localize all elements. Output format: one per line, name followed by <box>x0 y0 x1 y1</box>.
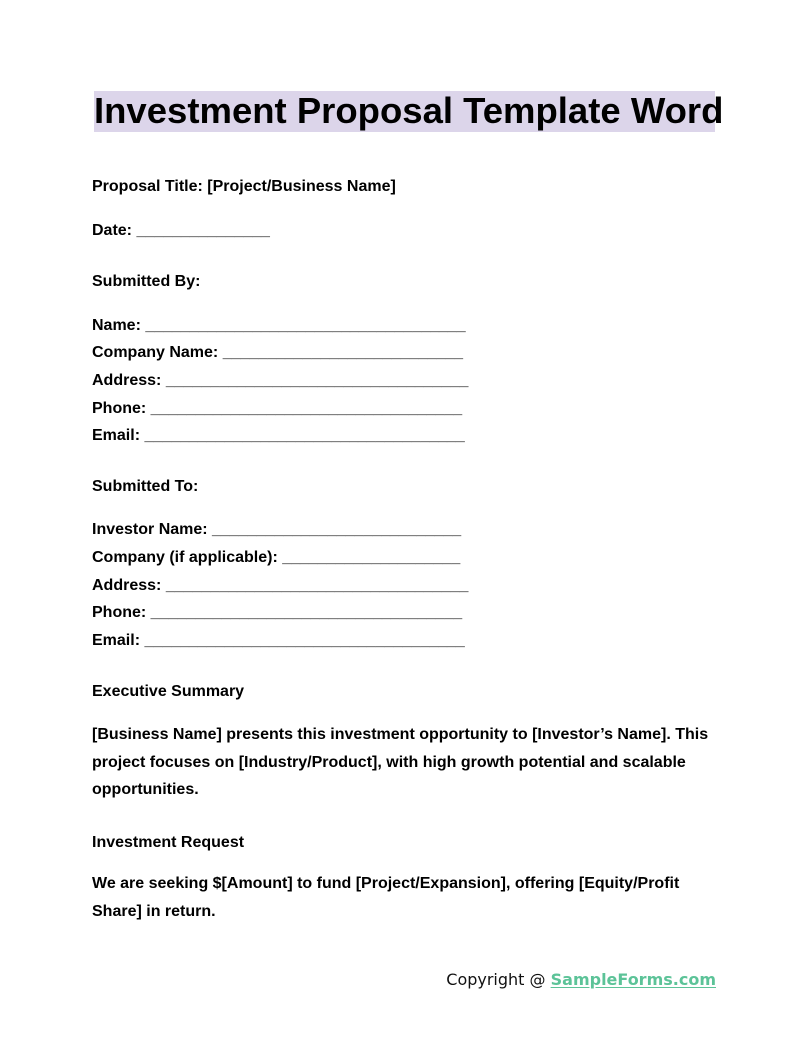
field-blank[interactable]: ___________________________________ <box>150 604 463 621</box>
submitted-to-email-field <box>92 631 465 651</box>
copyright-footer <box>446 969 716 991</box>
investment-request-heading: Investment Request <box>92 834 245 851</box>
page-title: Investment Proposal Template Word <box>94 90 724 131</box>
sampleforms-link[interactable]: SampleForms.com <box>550 970 716 989</box>
field-label: Investor Name: <box>92 521 208 538</box>
submitted-by-address-field <box>92 371 468 391</box>
field-blank[interactable]: __________________________________ <box>165 372 469 389</box>
field-label: Address: <box>92 577 162 594</box>
submitted-by-phone-field <box>92 399 462 419</box>
field-blank[interactable]: ____________________ <box>282 549 461 566</box>
submitted-to-company-field <box>92 548 460 568</box>
field-label: Phone: <box>92 400 147 417</box>
submitted-by-name-field <box>92 316 466 336</box>
field-blank[interactable]: ____________________________________ <box>144 632 465 649</box>
date-label: Date: <box>92 222 133 239</box>
field-blank[interactable]: ____________________________________ <box>144 427 465 444</box>
submitted-to-investor-field <box>92 520 461 540</box>
copyright-prefix: Copyright @ <box>446 970 551 989</box>
field-blank[interactable]: ___________________________ <box>222 344 463 361</box>
submitted-by-email-field <box>92 426 465 446</box>
submitted-to-heading: Submitted To: <box>92 478 199 495</box>
field-blank[interactable]: ____________________________________ <box>145 317 466 334</box>
field-label: Email: <box>92 632 141 649</box>
field-label: Address: <box>92 372 162 389</box>
field-blank[interactable]: __________________________________ <box>165 577 469 594</box>
field-label: Email: <box>92 427 141 444</box>
date-field <box>92 221 270 241</box>
field-label: Phone: <box>92 604 147 621</box>
investment-request-body: We are seeking $[Amount] to fund [Project/Expansion], offering [Equity/Profit Share] in return. <box>92 875 680 920</box>
executive-summary-heading: Executive Summary <box>92 683 245 700</box>
date-blank[interactable]: _______________ <box>136 222 270 239</box>
submitted-to-address-field <box>92 576 468 596</box>
field-label: Company (if applicable): <box>92 549 278 566</box>
field-label: Name: <box>92 317 141 334</box>
executive-summary-body: [Business Name] presents this investment opportunity to [Investor’s Name]. This project focuses on [Industry/Product], with high growth potential and scalable opportunities. <box>92 726 709 798</box>
field-blank[interactable]: ____________________________ <box>212 521 462 538</box>
proposal-title-line: Proposal Title: [Project/Business Name] <box>92 178 396 195</box>
submitted-to-phone-field <box>92 603 462 623</box>
submitted-by-heading: Submitted By: <box>92 273 201 290</box>
submitted-by-company-field <box>92 343 463 363</box>
field-label: Company Name: <box>92 344 219 361</box>
field-blank[interactable]: ___________________________________ <box>150 400 463 417</box>
